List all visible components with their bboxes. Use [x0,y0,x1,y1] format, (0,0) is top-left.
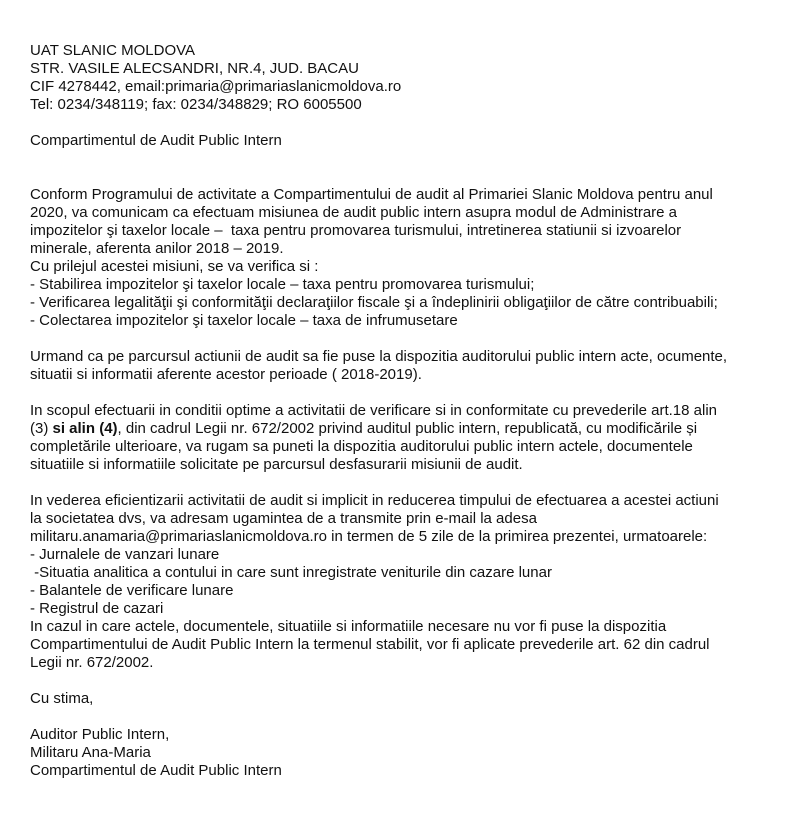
bold-segment: si alin [52,420,96,437]
greeting: Cu stima, [30,690,94,707]
bold-segment: (4) [95,420,118,437]
signature-block [30,690,790,780]
request-paragraph [30,492,790,672]
org-name: UAT SLANIC MOLDOVA [30,42,196,59]
department-heading: Compartimentul de Audit Public Intern [30,132,282,149]
org-cif-email: CIF 4278442, email:primaria@primariaslanicmoldova.ro [30,78,402,95]
text-segment: , din cadrul Legii nr. 672/2002 privind auditul public intern, republicată, cu modificările și [117,420,698,437]
closing-line: In cazul in care actele, documentele, situatiile si informatiile necesare nu vor fi puse la dispozitia [30,618,667,635]
intro-line: 2020, va comunicam ca efectuam misiunea de audit public intern asupra modul de Administrare a [30,204,678,221]
paragraph-line: situatii si informatii aferente acestor perioade ( 2018-2019). [30,366,422,383]
org-phone: Tel: 0234/348119; fax: 0234/348829; RO 6005500 [30,96,362,113]
letterhead [30,42,790,150]
verification-item: - Colectarea impozitelor şi taxelor locale – taxa de infrumusetare [30,312,458,329]
legal-basis-paragraph [30,402,790,474]
requested-item: - Registrul de cazari [30,600,164,617]
signer-title: Auditor Public Intern, [30,726,170,743]
documents-paragraph [30,348,790,384]
paragraph-line [30,420,790,438]
verification-item: - Stabilirea impozitelor şi taxelor locale – taxa pentru promovarea turismului; [30,276,535,293]
closing-line: Legii nr. 672/2002. [30,654,154,671]
signer-department: Compartimentul de Audit Public Intern [30,762,282,779]
paragraph-line: militaru.anamaria@primariaslanicmoldova.ro in termen de 5 zile de la primirea prezentei, urmatoarele: [30,528,708,545]
intro-line: minerale, aferenta anilor 2018 – 2019. [30,240,284,257]
verification-item: - Verificarea legalităţii şi conformităţii declaraţiilor fiscale şi a îndeplinirii obligaţiilor de către contribuabili; [30,294,718,311]
signer-name: Militaru Ana-Maria [30,744,151,761]
closing-line: Compartimentului de Audit Public Intern la termenul stabilit, vor fi aplicate prevederile art. 62 din cadrul [30,636,710,653]
intro-line: impozitelor şi taxelor locale – taxa pentru promovarea turismului, intretinerea statiunii si izvoarelor [30,222,682,239]
paragraph-line: In vederea eficientizarii activitatii de audit si implicit in reducerea timpului de efectuarea a acestei actiuni [30,492,719,509]
paragraph-line: la societatea dvs, va adresam ugamintea de a transmite prin e-mail la adesa [30,510,537,527]
intro-line: Conform Programului de activitate a Compartimentului de audit al Primariei Slanic Moldova pentru anul [30,186,713,203]
intro-paragraph [30,186,790,330]
requested-item: - Jurnalele de vanzari lunare [30,546,220,563]
requested-item: -Situatia analitica a contului in care sunt inregistrate veniturile din cazare lunar [30,564,552,581]
paragraph-line: completările ulterioare, va rugam sa puneti la dispozitia auditorului public intern actele, documentele [30,438,693,455]
org-address: STR. VASILE ALECSANDRI, NR.4, JUD. BACAU [30,60,359,77]
paragraph-line: In scopul efectuarii in conditii optime a activitatii de verificare si in conformitate cu prevederile art.18 alin [30,402,717,419]
paragraph-line: situatiile si informatiile solicitate pe parcursul desfasurarii misiunii de audit. [30,456,523,473]
paragraph-line: Urmand ca pe parcursul actiunii de audit sa fie puse la dispozitia auditorului public intern acte, ocumente, [30,348,728,365]
requested-item: - Balantele de verificare lunare [30,582,234,599]
text-segment: (3) [30,420,53,437]
intro-line: Cu prilejul acestei misiuni, se va verifica si : [30,258,319,275]
